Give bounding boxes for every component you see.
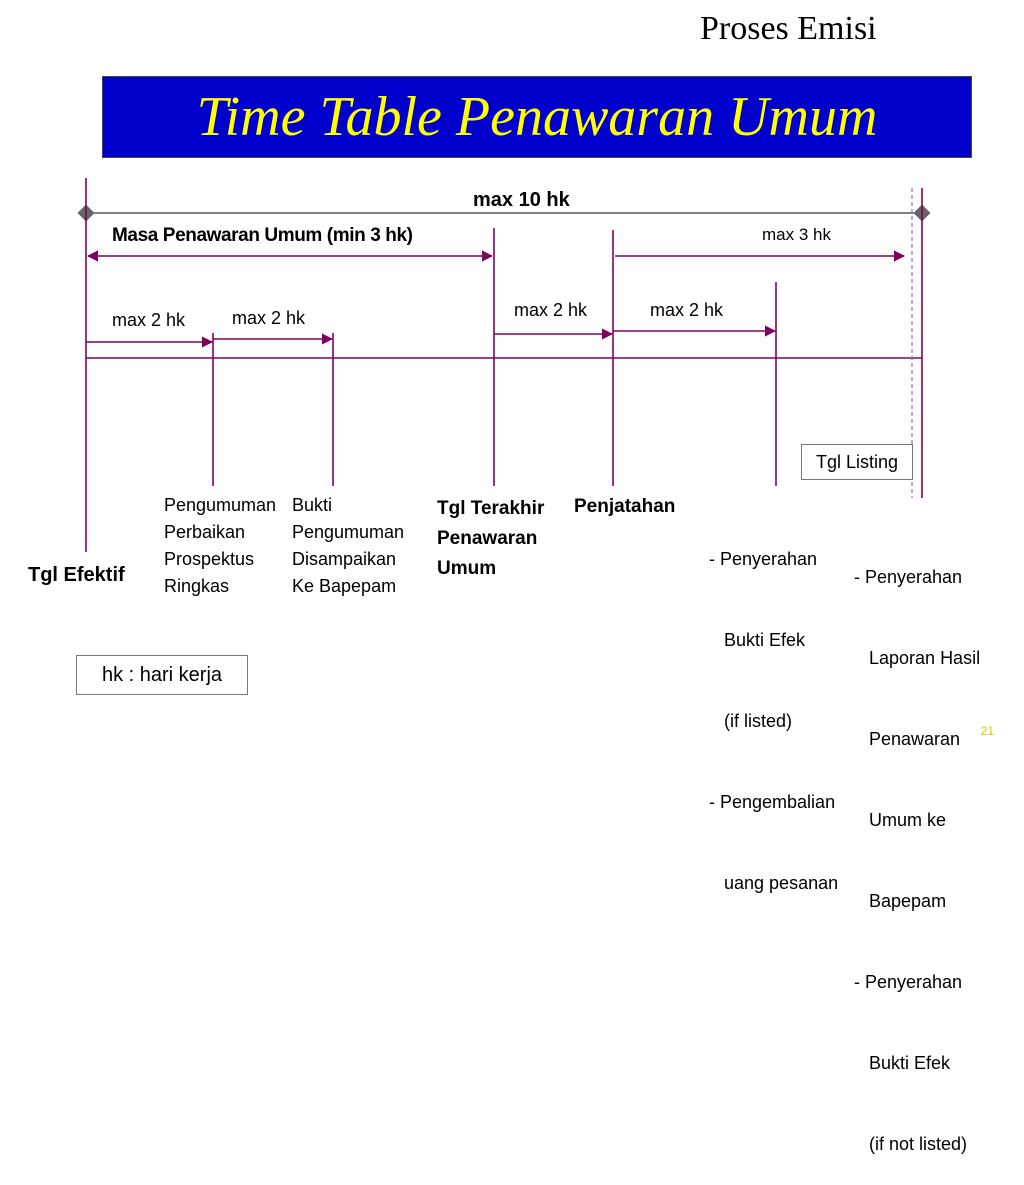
seg1-label: max 2 hk bbox=[112, 310, 186, 330]
laporan-label bbox=[854, 510, 980, 1185]
terakhir-line-2: Penawaran bbox=[437, 528, 538, 549]
bukti-line-2: Pengumuman bbox=[292, 522, 405, 542]
page-header-title: Proses Emisi bbox=[700, 10, 877, 47]
terakhir-line-3: Umum bbox=[437, 558, 497, 579]
penyerahan-line-3: (if listed) bbox=[709, 711, 793, 731]
legend-label: hk : hari kerja bbox=[101, 663, 223, 686]
laporan-line-1: - Penyerahan bbox=[854, 567, 963, 587]
pengumuman-line-4: Ringkas bbox=[164, 576, 230, 596]
penyerahan-label bbox=[709, 492, 838, 924]
pengumuman-line-1: Pengumuman bbox=[164, 495, 277, 515]
penyerahan-line-1: - Penyerahan bbox=[709, 549, 818, 569]
penyerahan-line-4: - Pengembalian bbox=[709, 792, 836, 812]
bukti-line-1: Bukti bbox=[292, 495, 333, 515]
terakhir-line-1: Tgl Terakhir bbox=[437, 498, 545, 519]
penyerahan-line-5: uang pesanan bbox=[709, 873, 839, 893]
bukti-line-4: Ke Bapepam bbox=[292, 576, 397, 596]
penyerahan-line-2: Bukti Efek bbox=[709, 630, 806, 650]
bukti-line-3: Disampaikan bbox=[292, 549, 397, 569]
listing-box bbox=[801, 444, 913, 480]
bukti-label bbox=[292, 492, 404, 600]
pengumuman-line-2: Perbaikan bbox=[164, 522, 246, 542]
terakhir-label bbox=[437, 494, 544, 584]
laporan-line-6: - Penyerahan bbox=[854, 972, 963, 992]
pengumuman-line-3: Prospektus bbox=[164, 549, 255, 569]
seg3-label: max 2 hk bbox=[514, 300, 588, 320]
efektif-label: Tgl Efektif bbox=[28, 564, 125, 586]
penjatahan-label: Penjatahan bbox=[574, 496, 676, 517]
laporan-line-2: Laporan Hasil bbox=[854, 648, 981, 668]
total-span-label: max 10 hk bbox=[473, 189, 570, 211]
listing-label: Tgl Listing bbox=[815, 451, 899, 472]
laporan-line-7: Bukti Efek bbox=[854, 1053, 951, 1073]
banner-title: Time Table Penawaran Umum bbox=[196, 86, 878, 148]
laporan-line-4: Umum ke bbox=[854, 810, 947, 830]
seg4-label: max 2 hk bbox=[650, 300, 724, 320]
laporan-line-5: Bapepam bbox=[854, 891, 947, 911]
page-number: 21 bbox=[980, 724, 994, 738]
legend-box bbox=[76, 655, 248, 695]
seg2-label: max 2 hk bbox=[232, 308, 306, 328]
masa-span-label: Masa Penawaran Umum (min 3 hk) bbox=[112, 225, 413, 246]
laporan-line-3: Penawaran bbox=[854, 729, 961, 749]
laporan-line-8: (if not listed) bbox=[854, 1134, 968, 1154]
listing-span-label: max 3 hk bbox=[762, 225, 831, 244]
pengumuman-label bbox=[164, 492, 276, 600]
